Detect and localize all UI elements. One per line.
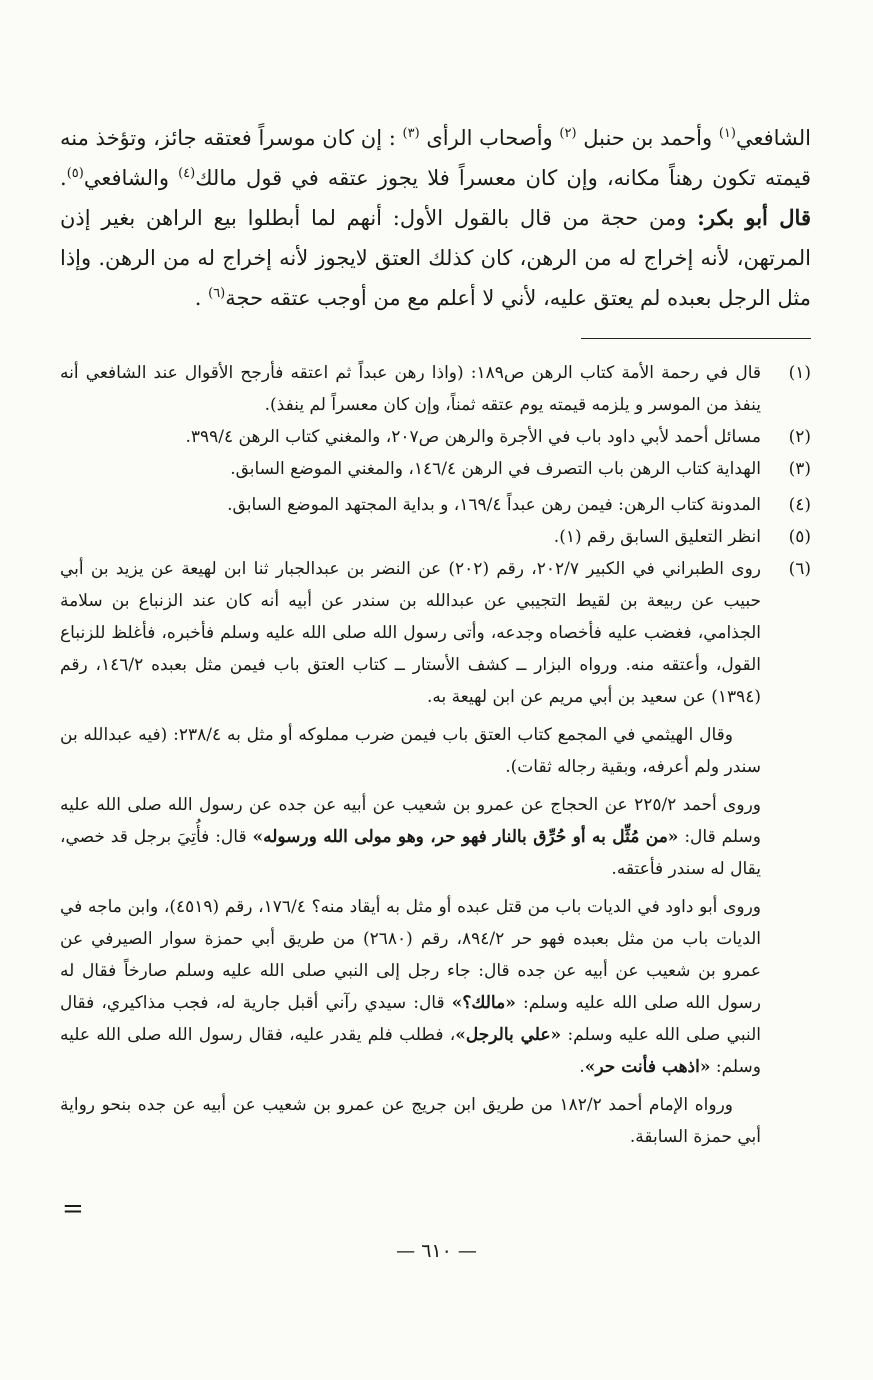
main-paragraph — [60, 118, 811, 318]
footnote-ref[interactable]: (٥) — [66, 166, 84, 181]
footnote-6-continuation — [60, 1089, 811, 1153]
hadith-quote: «من مُثِّل به أو حُرِّق بالنار فهو حر، وهو مولى الله ورسوله» — [252, 827, 679, 847]
footnote-text: قال: فأُتِيَ برجل قد خصي، يقال له سندر فأعتقه. — [60, 827, 761, 879]
footnote-text: مسائل أحمد لأبي داود باب في الأجرة والرهن ص٢٠٧، والمغني كتاب الرهن ٣٩٩/٤. — [185, 427, 761, 447]
footnote-text: ورواه الإمام أحمد ١٨٢/٢ من طريق ابن جريج عن عمرو بن شعيب عن أبيه عن جده بنحو رواية أبي حمزة السابقة. — [60, 1095, 761, 1147]
footnote-5 — [60, 521, 811, 553]
footnote-1 — [60, 357, 811, 421]
footnote-6-continuation — [60, 789, 811, 885]
footnote-6-continuation — [60, 891, 811, 1083]
text-span: الشافعي — [735, 126, 812, 150]
text-span: ومن حجة من قال بالقول الأول: أنهم لما أبطلوا بيع الراهن بغير إذن المرتهن، لأنه إخراج له من الرهن، كان كذلك العتق لايجوز لأنه إخراج له من الرهن. وإذا مثل الرجل بعبده لم يعتق عليه، لأني لا أعلم مع من أوجب عتقه حجة — [60, 206, 811, 310]
main-text — [60, 118, 811, 318]
footnote-text: انظر التعليق السابق رقم (١). — [553, 527, 761, 547]
footnote-text: قال في رحمة الأمة كتاب الرهن ص١٨٩: (واذا رهن عبداً ثم اعتقه فأرجح الأقوال عند الشافعي أنه ينفذ من الموسر و يلزمه قيمته يوم عتقه ثمناً، وإن كان معسراً لم ينفذ). — [60, 363, 762, 415]
text-span: وأصحاب الرأى — [419, 126, 560, 150]
footnote-text: ، فطلب فلم يقدر عليه، فقال رسول الله صلى الله عليه وسلم: — [60, 1025, 761, 1077]
footnote-text: . — [579, 1057, 585, 1077]
footnote-number: (٥) — [788, 527, 811, 547]
author-heading: قال أبو بكر: — [697, 205, 811, 230]
footnote-text: قال: سيدي رآني أقبل جارية له، فجب مذاكيري، فقال النبي صلى الله عليه وسلم: — [60, 993, 761, 1045]
footnote-text: الهداية كتاب الرهن باب التصرف في الرهن ١٤٦/٤، والمغني الموضع السابق. — [230, 459, 761, 479]
footnote-ref[interactable]: (١) — [718, 126, 736, 141]
text-span: . — [60, 166, 67, 190]
footnote-number: (٤) — [788, 495, 811, 515]
footnote-number: (٢) — [788, 427, 811, 447]
footnote-number: (٦) — [788, 559, 811, 579]
footnote-text: وروى أبو داود في الديات باب من قتل عبده أو مثل به أيقاد منه؟ ١٧٦/٤، رقم (٤٥١٩)، وابن ماجه في الديات باب من مثل بعبده فهو حر ٨٩٤/٢، رقم (٢٦٨٠) من طريق أبي حمزة سوار الصيرفي عن عمرو بن شعيب عن أبيه عن جده قال: جاء رجل إلى النبي صلى الله عليه وسلم صارخاً فقال له رسول الله صلى الله عليه وسلم: — [60, 897, 762, 1013]
continuation-mark: = — [62, 1194, 84, 1224]
footnote-6 — [60, 553, 811, 713]
footnote-6-continuation — [60, 719, 811, 783]
text-span: : إن كان موسراً فعتقه جائز، وتؤخذ منه قيمته تكون رهناً مكانه، وإن كان معسراً فلا يجوز عتقه في قول مالك — [60, 126, 811, 190]
text-span: والشافعي — [83, 166, 179, 190]
footnote-3 — [60, 453, 811, 485]
footnote-ref[interactable]: (٦) — [208, 286, 226, 301]
footnote-text: وروى أحمد ٢٢٥/٢ عن الحجاج عن عمرو بن شعيب عن أبيه عن جده عن رسول الله صلى الله عليه وسلم قال: — [60, 795, 761, 847]
footnote-ref[interactable]: (٤) — [178, 166, 196, 181]
page-number: — ٦١٠ — — [396, 1240, 477, 1262]
footnote-text: روى الطبراني في الكبير ٢٠٢/٧، رقم (٢٠٢) عن النضر بن عبدالجبار ثنا ابن لهيعة عن يزيد بن أبي حبيب عن ربيعة بن لقيط التجيبي عن عبدالله بن سندر عن أبيه أنه كان عند الزنباع بن سلامة الجذامي، فغضب عليه فأخصاه وجدعه، وأتى رسول الله صلى الله عليه وسلم فأخبره، فأغلظ للزنباع القول، وأعتقه منه. ورواه البزار ــ كشف الأستار ــ كتاب العتق باب فيمن مثل بعبده ١٤٦/٢، رقم (١٣٩٤) عن سعيد بن أبي مريم عن ابن لهيعة به. — [60, 559, 761, 707]
footnote-text: وقال الهيثمي في المجمع كتاب العتق باب فيمن ضرب مملوكه أو مثل به ٢٣٨/٤: (فيه عبدالله بن سندر ولم أعرفه، وبقية رجاله ثقات). — [60, 725, 761, 777]
footnote-4 — [60, 489, 811, 521]
text-span: وأحمد بن حنبل — [576, 126, 719, 150]
footnote-number: (١) — [788, 363, 811, 383]
text-span: . — [194, 286, 209, 310]
footnote-number: (٣) — [788, 459, 811, 479]
hadith-quote: «مالك؟» — [451, 993, 516, 1013]
hadith-quote: «اذهب فأنت حر» — [584, 1057, 711, 1077]
footnotes — [60, 357, 811, 1153]
footnote-ref[interactable]: (٣) — [402, 126, 420, 141]
hadith-quote: «علي بالرجل» — [455, 1025, 562, 1045]
footnote-2 — [60, 421, 811, 453]
footnote-ref[interactable]: (٢) — [559, 126, 577, 141]
footnote-text: المدونة كتاب الرهن: فيمن رهن عبداً ١٦٩/٤، و بداية المجتهد الموضع السابق. — [227, 495, 761, 515]
footnote-divider — [581, 338, 811, 339]
